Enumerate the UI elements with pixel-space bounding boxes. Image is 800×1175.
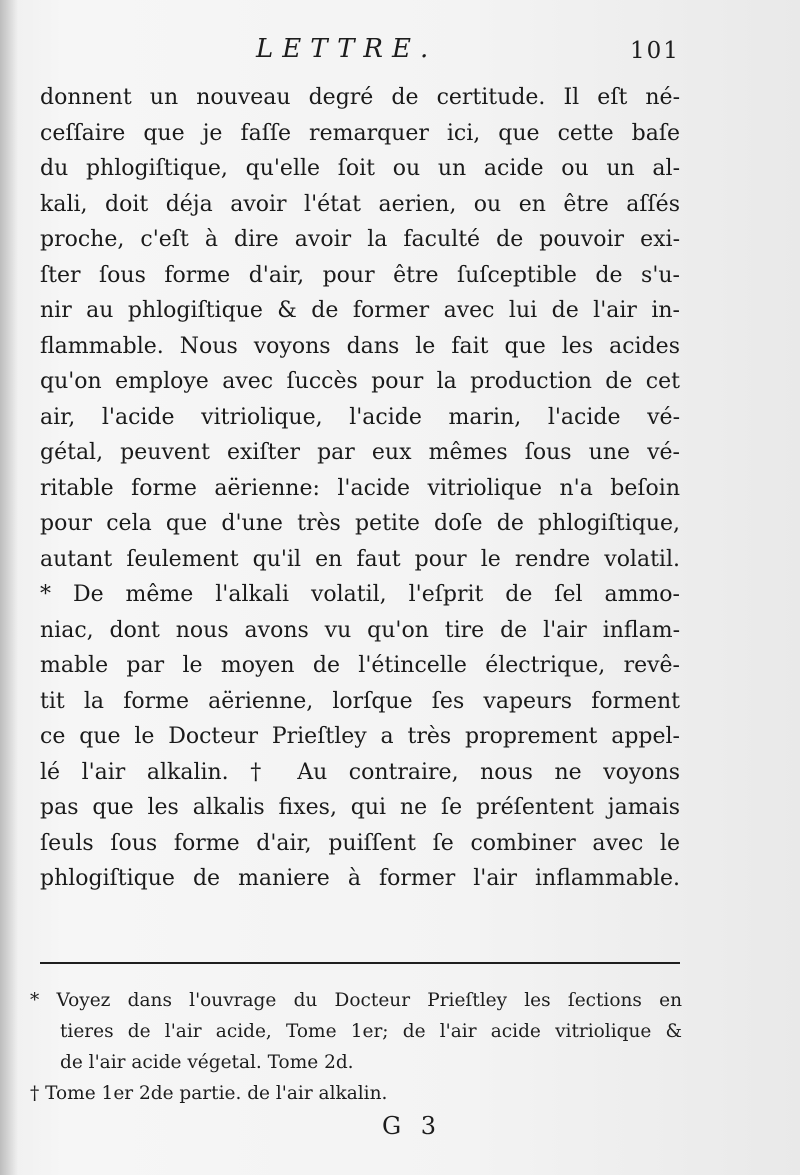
text-line: pas que les alkalis fixes, qui ne ſe préſentent jamais <box>40 795 680 820</box>
text-line: niac, dont nous avons vu qu'on tire de l'air inflam- <box>40 617 680 643</box>
text-line: ce que le Docteur Prieſtley a très proprement appel- <box>40 724 680 749</box>
text-line: ſeuls ſous forme d'air, puiſſent ſe combiner avec le <box>40 830 680 856</box>
text-line: donnent un nouveau degré de certitude. Il eſt né- <box>40 85 680 110</box>
text-line: ceſſaire que je faſſe remarquer ici, que cette baſe <box>40 120 680 146</box>
text-line: gétal, peuvent exiſter par eux mêmes ſous une vé- <box>40 440 680 465</box>
footnote-line: de l'air acide végetal. Tome 2d. <box>60 1052 354 1073</box>
text-line: kali, doit déja avoir l'état aerien, ou en être aſſés <box>40 191 680 217</box>
text-line: autant ſeulement qu'il en faut pour le rendre volatil. <box>40 546 680 572</box>
text-line: qu'on employe avec ſuccès pour la production de cet <box>40 369 680 394</box>
footnote-line: tieres de l'air acide, Tome 1er; de l'air acide vitriolique & <box>60 1021 682 1042</box>
page-number: 101 <box>630 38 680 64</box>
text-line: ritable forme aërienne: l'acide vitriolique n'a beſoin <box>40 475 680 501</box>
text-line: ſter ſous forme d'air, pour être ſuſceptible de s'u- <box>40 262 680 288</box>
text-line: pour cela que d'une très petite doſe de phlogiſtique, <box>40 511 680 536</box>
running-title: LETTRE. <box>256 34 438 64</box>
text-line: flammable. Nous voyons dans le fait que les acides <box>40 333 680 359</box>
text-line: proche, c'eſt à dire avoir la faculté de pouvoir exi- <box>40 227 680 252</box>
text-line: phlogiſtique de maniere à former l'air inflammable. <box>40 866 680 891</box>
footnote-line: * Voyez dans l'ouvrage du Docteur Prieſtley les ſections en <box>30 990 682 1011</box>
footnote-line: † Tome 1er 2de partie. de l'air alkalin. <box>30 1083 388 1104</box>
text-line: tit la forme aërienne, lorſque ſes vapeurs forment <box>40 688 680 714</box>
footnotes <box>30 985 682 1109</box>
text-line: * De même l'alkali volatil, l'eſprit de ſel ammo- <box>40 582 680 607</box>
signature-mark: G 3 <box>382 1112 443 1140</box>
text-line: mable par le moyen de l'étincelle électrique, revê- <box>40 653 680 678</box>
footnote-rule <box>40 962 680 964</box>
text-line: lé l'air alkalin. † Au contraire, nous ne voyons <box>40 759 680 785</box>
binding-shadow <box>0 0 18 1175</box>
page-header <box>0 30 800 70</box>
text-line: nir au phlogiſtique & de former avec lui de l'air in- <box>40 298 680 323</box>
text-line: du phlogiſtique, qu'elle ſoit ou un acide ou un al- <box>40 156 680 181</box>
main-text <box>40 80 680 897</box>
text-line: air, l'acide vitriolique, l'acide marin, l'acide vé- <box>40 404 680 430</box>
